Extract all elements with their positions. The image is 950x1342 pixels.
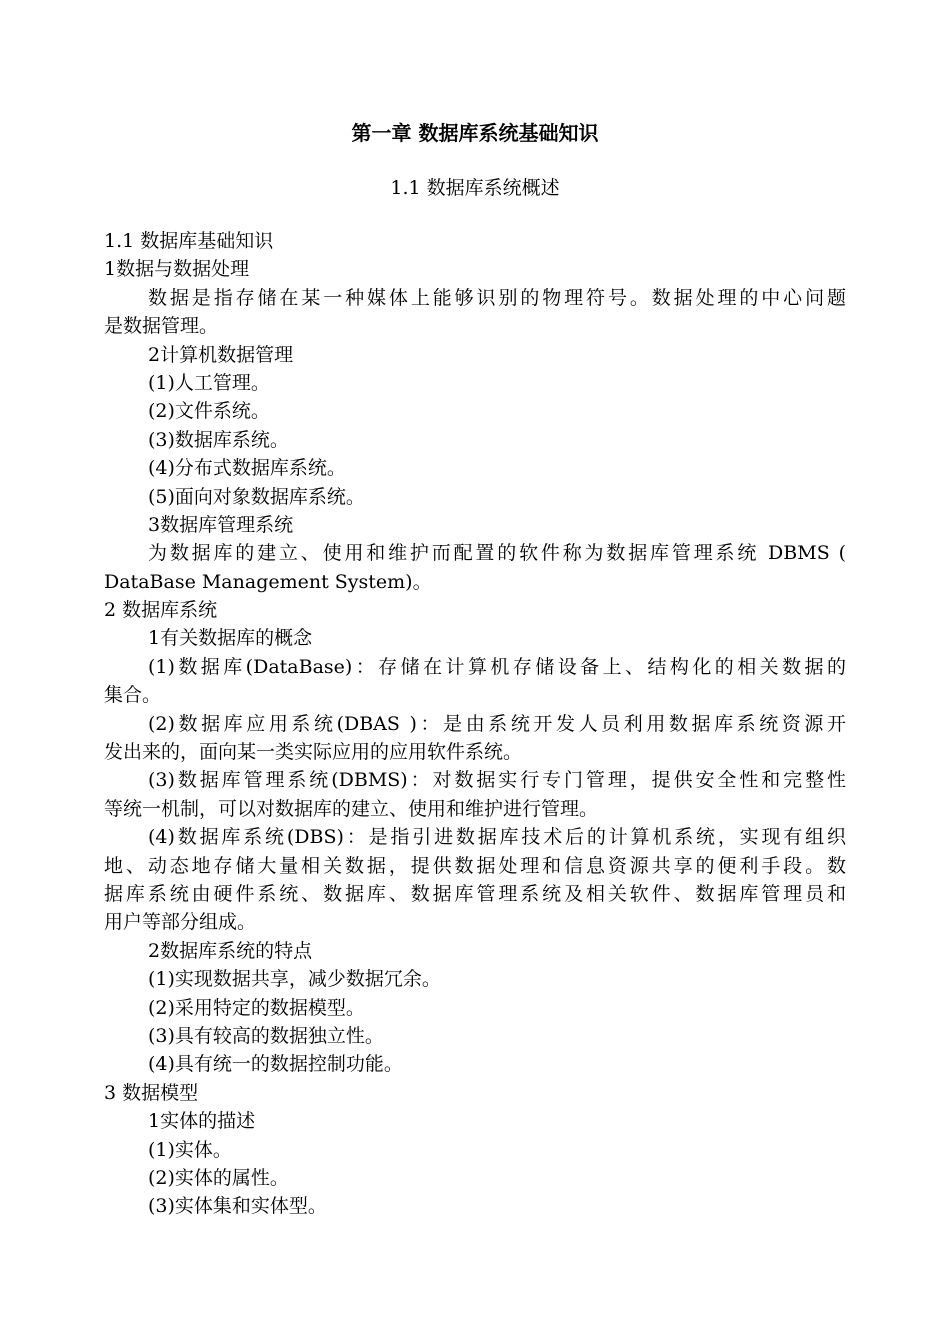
- heading-line: 1.1 数据库基础知识: [104, 230, 274, 252]
- list-item: (3)数据库系统。: [148, 428, 289, 451]
- subheading-line: 2数据库系统的特点: [148, 939, 313, 962]
- heading-line: 2 数据库系统: [104, 599, 218, 622]
- body-text: [104, 227, 846, 1221]
- subheading-line: 1实体的描述: [148, 1110, 256, 1133]
- subheading-line: 3数据库管理系统: [148, 513, 294, 536]
- list-item: (4)分布式数据库系统。: [148, 457, 346, 480]
- heading-line: 1数据与数据处理: [104, 258, 250, 281]
- list-item: (2)文件系统。: [148, 400, 270, 423]
- list-item: (5)面向对象数据库系统。: [148, 485, 365, 508]
- paragraph-line: 据库系统由硬件系统、数据库、数据库管理系统及相关软件、数据库管理员和: [104, 882, 846, 905]
- subheading-line: 1有关数据库的概念: [148, 627, 313, 650]
- list-item: (4)具有统一的数据控制功能。: [148, 1053, 403, 1076]
- paragraph-line: 是数据管理。: [104, 315, 219, 338]
- paragraph-line: 等统一机制，可以对数据库的建立、使用和维护进行管理。: [104, 797, 599, 820]
- list-item: (1)实体。: [148, 1138, 232, 1161]
- list-item: (3)具有较高的数据独立性。: [148, 1024, 384, 1047]
- paragraph-line: 发出来的，面向某一类实际应用的应用软件系统。: [104, 741, 523, 764]
- paragraph-line: 数据是指存储在某一种媒体上能够识别的物理符号。数据处理的中心问题: [148, 286, 846, 309]
- list-item: (1)实现数据共享，减少数据冗余。: [148, 968, 441, 991]
- paragraph-line: DataBase Management System)。: [104, 570, 432, 593]
- paragraph-line: (3)数据库管理系统(DBMS)：对数据实行专门管理，提供安全性和完整性: [148, 769, 846, 792]
- chapter-title: 第一章 数据库系统基础知识: [351, 121, 599, 145]
- list-item: (1)人工管理。: [148, 371, 270, 394]
- paragraph-line: (2)数据库应用系统(DBAS )：是由系统开发人员利用数据库系统资源开: [148, 712, 846, 735]
- paragraph-line: (1)数据库(DataBase)：存储在计算机存储设备上、结构化的相关数据的: [148, 655, 846, 678]
- paragraph-line: 为数据库的建立、使用和维护而配置的软件称为数据库管理系统 DBMS (: [148, 542, 846, 565]
- paragraph-line: 用户等部分组成。: [104, 911, 257, 934]
- list-item: (2)实体的属性。: [148, 1166, 289, 1189]
- list-item: (3)实体集和实体型。: [148, 1195, 327, 1218]
- heading-line: 3 数据模型: [104, 1081, 199, 1104]
- list-item: (2)采用特定的数据模型。: [148, 996, 365, 1019]
- paragraph-line: (4)数据库系统(DBS)：是指引进数据库技术后的计算机系统，实现有组织: [148, 826, 846, 849]
- subheading-line: 2计算机数据管理: [148, 343, 294, 366]
- section-subtitle: 1.1 数据库系统概述: [390, 177, 560, 199]
- paragraph-line: 地、动态地存储大量相关数据，提供数据处理和信息资源共享的便利手段。数: [104, 854, 846, 877]
- paragraph-line: 集合。: [104, 684, 162, 707]
